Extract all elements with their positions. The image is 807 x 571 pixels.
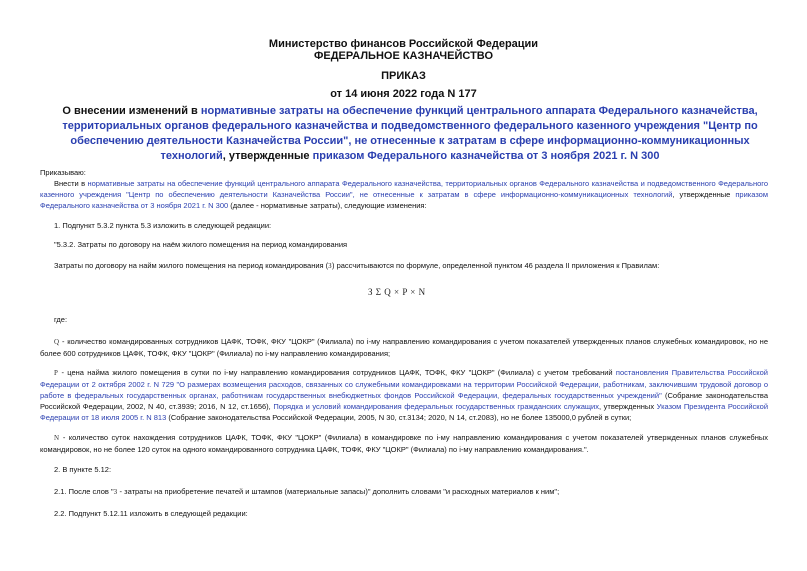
paragraph-text: 2.1. После слов " <box>54 487 114 496</box>
item-1: 1. Подпункт 5.3.2 пункта 5.3 изложить в следующей редакции: <box>54 221 272 230</box>
definition-3 <box>40 432 768 455</box>
paragraph-text: , утвержденные <box>672 190 736 199</box>
item-2-1 <box>54 486 768 498</box>
document-title <box>60 104 760 164</box>
link-normative-costs[interactable]: нормативные затраты на обеспечение функций центрального аппарата Федерального казначейства, территориальных органов Федерального казначейства и подведомственного Федерального казенного учреждения "Центр по обеспечению деятельности Казначейства России", не отнесенные к затратам в сфере информационно-коммуникационных технологий <box>40 179 769 199</box>
title-text: О внесении изменений в <box>62 105 201 117</box>
definition-1 <box>40 336 768 359</box>
doc-type: ПРИКАЗ <box>381 70 426 82</box>
link-poryadok[interactable]: Порядка и условий командирования федеральных государственных гражданских служащих <box>273 402 599 411</box>
paragraph-text: Затраты по договору на найм жилого помещения на период командирования ( <box>54 261 329 270</box>
definition-2 <box>40 367 768 423</box>
paragraph-text: , утвержденных <box>599 402 657 411</box>
paragraph-text: - количество суток нахождения сотрудников ЦАФК, ТОФК, ФКУ "ЦОКР" (Филиала) в командировке по i-му направлению командирования с учетом показателей утвержденных планов служебных командировок, но не более 120 суток на одного командированного сотрудника ЦАФК, ТОФК, ФКУ "ЦОКР" (Филиала) по i-му направлению командирования.". <box>40 433 768 454</box>
paragraph-text: (далее - нормативные затраты), следующие изменения: <box>228 201 427 210</box>
link-postanovlenie-729[interactable]: постановления Правительства Российской Федерации от 2 октября 2002 г. N 729 "О размерах возмещения расходов, связанных со служебными командировками на территории Российской Федерации, работникам, заключившим трудовой договор о работе в федеральных государственных органах, работникам государственных внебюджетных фондов Российской Федерации, федеральных государственных учреждений" <box>40 368 768 400</box>
formula-rhs: Σ Q × P × N <box>375 287 426 297</box>
paragraph-text: ) рассчитываются по формуле, определенной пунктом 46 раздела II приложения к Правилам: <box>331 261 660 270</box>
paragraph-text: (Собрание законодательства Российской Федерации, 2002, N 40, ст.3939; 2016, N 12, ст.1656), <box>40 391 768 411</box>
symbol-q-icon: Q <box>54 338 60 346</box>
symbol-zp-icon: З <box>113 488 118 496</box>
symbol-n-icon: N <box>54 434 60 442</box>
link-ukaz-813[interactable]: Указом Президента Российской Федерации от 18 июля 2005 г. N 813 <box>40 402 769 422</box>
paragraph-text: Внести в <box>54 179 88 188</box>
formula <box>368 287 426 297</box>
where-label: где: <box>54 315 68 324</box>
ministry-name: Министерство финансов Российской Федерации <box>268 38 539 50</box>
paragraph-text: (Собрание законодательства Российской Федерации, 2005, N 30, ст.3134; 2020, N 14, ст.2083), но не более 135000,0 рублей в сутки; <box>166 413 632 422</box>
item-2-2: 2.2. Подпункт 5.12.11 изложить в следующей редакции: <box>54 509 248 518</box>
title-link-order[interactable]: приказом Федерального казначейства от 3 ноября 2021 г. N 300 <box>312 150 660 162</box>
doc-date-number: от 14 июня 2022 года N 177 <box>330 88 477 100</box>
title-text: , утвержденные <box>222 150 313 162</box>
item-5-3-2: "5.3.2. Затраты по договору на наём жилого помещения на период командирования <box>54 240 348 249</box>
symbol-p-icon: P <box>54 369 59 377</box>
paragraph-text: - затраты на приобретение печатей и штампов (материальные запасы)" дополнить словами "и расходных материалов к ним"; <box>117 487 560 496</box>
link-order-300[interactable]: приказом Федерального казначейства от 3 ноября 2021 г. N 300 <box>40 190 768 210</box>
paragraph-text: - цена найма жилого помещения в сутки по i-му направлению командирования сотрудников ЦАФК, ТОФК, ФКУ "ЦОКР" (Филиала) с учетом требований <box>58 368 616 377</box>
prikazyvayu-label: Приказываю: <box>40 168 86 177</box>
formula-lhs: З <box>368 287 374 297</box>
formula-symbol-icon: З <box>328 262 332 270</box>
intro-paragraph <box>40 178 768 211</box>
title-link-normative[interactable]: нормативные затраты на обеспечение функций центрального аппарата Федерального казначейства, территориальных органов федерального казначейства и подведомственного федерального казенного учреждения "Центр по обеспечению деятельности Казначейства России", не отнесенные к затратам в сфере информационно-коммуникационных технологий <box>62 105 758 162</box>
item-2: 2. В пункте 5.12: <box>54 465 112 474</box>
paragraph-text: - количество командированных сотрудников ЦАФК, ТОФК, ФКУ "ЦОКР" (Филиала) по i-му направлению командирования с учетом показателей утвержденных планов служебных командировок, но не более 600 сотрудников ЦАФК, ТОФК, ФКУ "ЦОКР" (Филиала) по i-му направлению командирования; <box>40 337 768 358</box>
formula-intro <box>54 260 768 272</box>
agency-name: ФЕДЕРАЛЬНОЕ КАЗНАЧЕЙСТВО <box>313 50 494 62</box>
